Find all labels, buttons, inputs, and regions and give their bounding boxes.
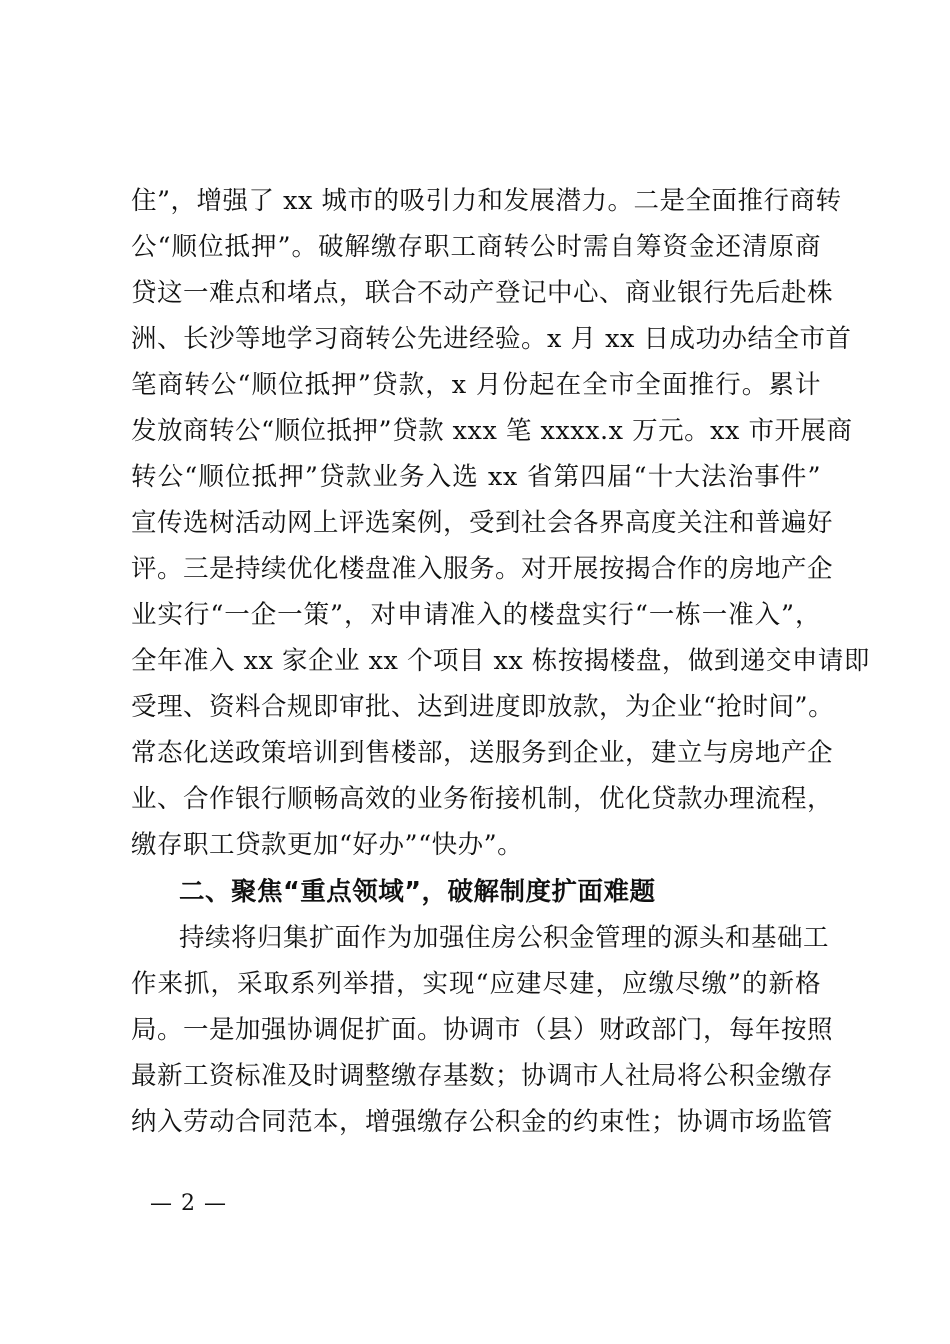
text-line: 最新工资标准及时调整缴存基数；协调市人社局将公积金缴存 bbox=[131, 1061, 834, 1091]
text-line: 贷这一难点和堵点，联合不动产登记中心、商业银行先后赴株 bbox=[131, 278, 834, 308]
text-line: 业实行“一企一策”，对申请准入的楼盘实行“一栋一准入”， bbox=[131, 600, 821, 630]
text-line: 作来抓，采取系列举措，实现“应建尽建，应缴尽缴”的新格 bbox=[131, 969, 821, 999]
text-line: 纳入劳动合同范本，增强缴存公积金的约束性；协调市场监管 bbox=[131, 1107, 834, 1137]
text-line: 缴存职工贷款更加“好办”“快办”。 bbox=[131, 830, 524, 860]
text-line: 受理、资料合规即审批、达到进度即放款，为企业“抢时间”。 bbox=[131, 692, 835, 722]
text-line: 住”，增强了 xx 城市的吸引力和发展潜力。二是全面推行商转 bbox=[131, 186, 842, 216]
text-line: 全年准入 xx 家企业 xx 个项目 xx 栋按揭楼盘，做到递交申请即 bbox=[131, 646, 870, 676]
text-line: 公“顺位抵押”。破解缴存职工商转公时需自筹资金还清原商 bbox=[131, 232, 821, 262]
text-line: 宣传选树活动网上评选案例，受到社会各界高度关注和普遍好 bbox=[131, 508, 834, 538]
text-line: 笔商转公“顺位抵押”贷款，x 月份起在全市全面推行。累计 bbox=[131, 370, 821, 400]
text-line: 洲、长沙等地学习商转公先进经验。x 月 xx 日成功办结全市首 bbox=[131, 324, 852, 354]
section-heading: 二、聚焦“重点领域”，破解制度扩面难题 bbox=[179, 877, 656, 907]
text-line: 业、合作银行顺畅高效的业务衔接机制，优化贷款办理流程， bbox=[131, 784, 834, 814]
text-line: 常态化送政策培训到售楼部，送服务到企业，建立与房地产企 bbox=[131, 738, 834, 768]
text-line: 局。一是加强协调促扩面。协调市（县）财政部门，每年按照 bbox=[131, 1015, 834, 1045]
text-line: 评。三是持续优化楼盘准入服务。对开展按揭合作的房地产企 bbox=[131, 554, 834, 584]
paragraph-continuation bbox=[131, 178, 870, 868]
text-line: 持续将归集扩面作为加强住房公积金管理的源头和基础工 bbox=[179, 923, 830, 953]
text-line: 发放商转公“顺位抵押”贷款 xxx 笔 xxxx.x 万元。xx 市开展商 bbox=[131, 416, 853, 446]
page-number: — 2 — bbox=[150, 1191, 227, 1216]
text-line: 转公“顺位抵押”贷款业务入选 xx 省第四届“十大法治事件” bbox=[131, 462, 821, 492]
section-two bbox=[131, 869, 834, 1145]
